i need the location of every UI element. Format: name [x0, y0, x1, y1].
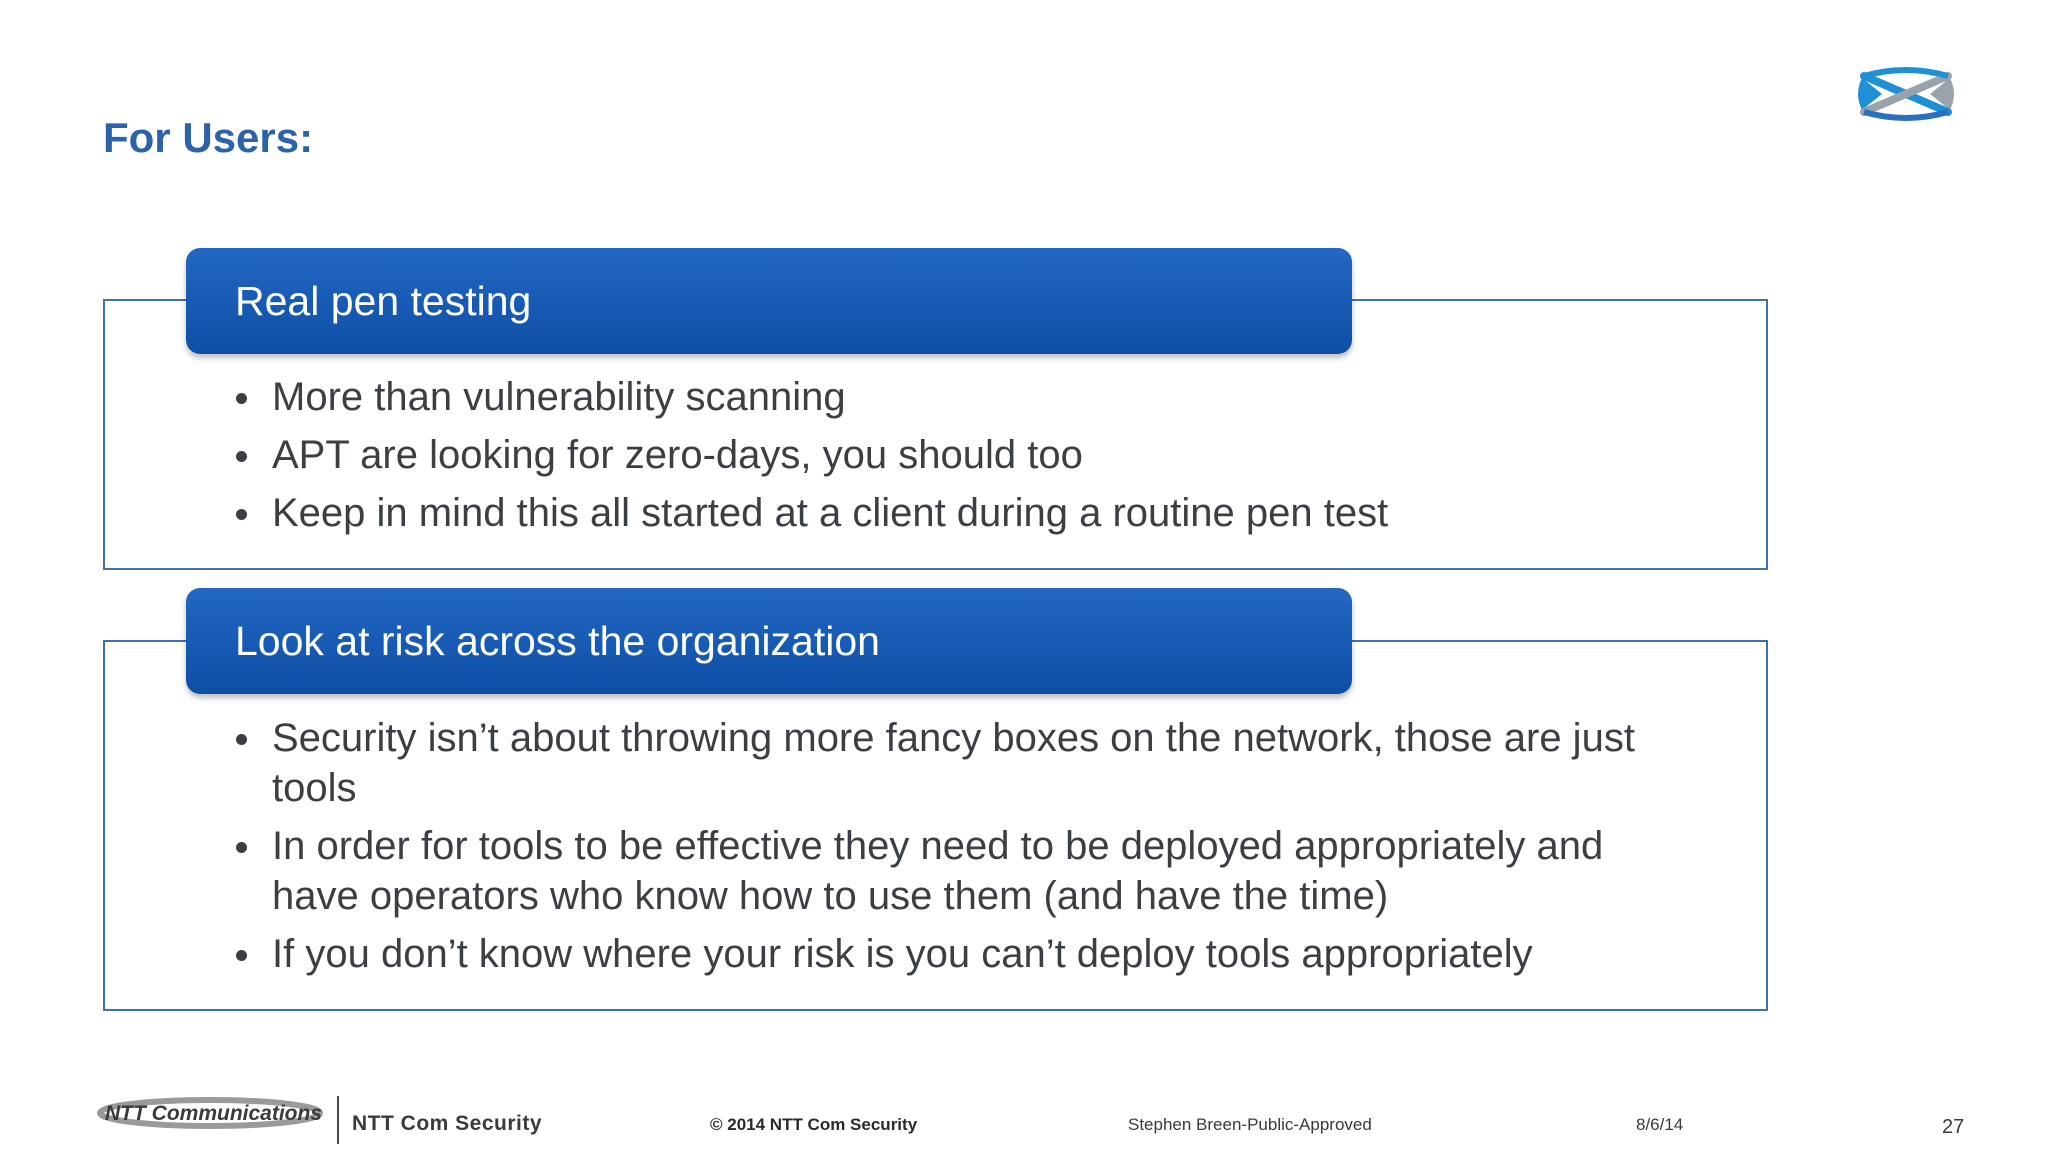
footer-divider [337, 1096, 339, 1144]
list-item: In order for tools to be effective they need to be deployed appropriately and have operators who know how to use them (and have the time) [230, 821, 1640, 921]
svg-text:NTT Communications [105, 1102, 322, 1125]
section-header [186, 588, 1352, 694]
footer-date: 8/6/14 [1636, 1115, 1684, 1134]
footer-brand: NTT Com Security [352, 1112, 543, 1135]
page-number: 27 [1942, 1116, 1965, 1138]
list-item: Keep in mind this all started at a client during a routine pen test [230, 488, 1650, 538]
footer-author: Stephen Breen-Public-Approved [1128, 1115, 1372, 1134]
list-item: More than vulnerability scanning [230, 372, 1650, 422]
footer-logo-label: NTT Communications [105, 1102, 323, 1125]
slide-title: For Users: [103, 114, 314, 161]
ntt-com-security-logo-icon [1852, 62, 1960, 126]
list-item: APT are looking for zero-days, you should too [230, 430, 1650, 480]
section-header-label: Real pen testing [235, 277, 532, 324]
footer-copyright: © 2014 NTT Com Security [710, 1115, 918, 1134]
list-item: If you don’t know where your risk is you can’t deploy tools appropriately [230, 929, 1640, 979]
bullet-list [230, 713, 1640, 987]
list-item: Security isn’t about throwing more fancy boxes on the network, those are just tools [230, 713, 1640, 813]
section-header [186, 248, 1352, 354]
section-header-label: Look at risk across the organization [235, 617, 880, 664]
bullet-list [230, 372, 1650, 546]
